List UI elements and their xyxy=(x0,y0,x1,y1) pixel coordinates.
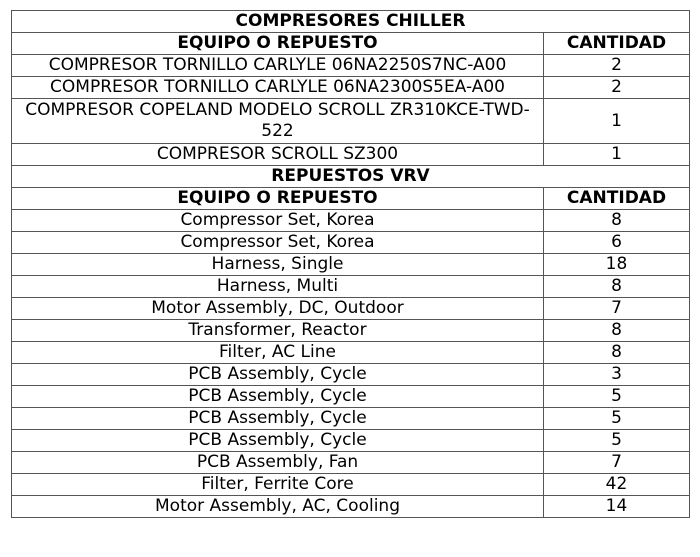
qty-cell: 42 xyxy=(544,474,690,496)
qty-cell: 6 xyxy=(544,232,690,254)
item-cell: Motor Assembly, DC, Outdoor xyxy=(12,298,544,320)
qty-cell: 14 xyxy=(544,496,690,518)
item-cell: PCB Assembly, Fan xyxy=(12,452,544,474)
item-cell: PCB Assembly, Cycle xyxy=(12,386,544,408)
item-cell: Harness, Multi xyxy=(12,276,544,298)
qty-cell: 5 xyxy=(544,408,690,430)
table-row xyxy=(12,496,690,518)
table-row xyxy=(12,55,690,77)
table-row xyxy=(12,364,690,386)
item-cell: Filter, Ferrite Core xyxy=(12,474,544,496)
qty-cell: 3 xyxy=(544,364,690,386)
table-row xyxy=(12,430,690,452)
table-row xyxy=(12,386,690,408)
section-title: REPUESTOS VRV xyxy=(12,166,690,188)
section-title-row xyxy=(12,166,690,188)
item-cell: Motor Assembly, AC, Cooling xyxy=(12,496,544,518)
table-row xyxy=(12,452,690,474)
qty-cell: 8 xyxy=(544,320,690,342)
item-cell: COMPRESOR TORNILLO CARLYLE 06NA2250S7NC-A00 xyxy=(12,55,544,77)
qty-cell: 5 xyxy=(544,386,690,408)
table-row xyxy=(12,408,690,430)
qty-cell: 5 xyxy=(544,430,690,452)
column-header-item: EQUIPO O REPUESTO xyxy=(12,33,544,55)
item-cell: PCB Assembly, Cycle xyxy=(12,408,544,430)
column-header-row xyxy=(12,33,690,55)
item-cell: PCB Assembly, Cycle xyxy=(12,364,544,386)
item-cell: COMPRESOR SCROLL SZ300 xyxy=(12,144,544,166)
column-header-qty: CANTIDAD xyxy=(544,188,690,210)
item-cell: Harness, Single xyxy=(12,254,544,276)
qty-cell: 2 xyxy=(544,77,690,99)
column-header-item: EQUIPO O REPUESTO xyxy=(12,188,544,210)
table-row xyxy=(12,276,690,298)
table-row xyxy=(12,77,690,99)
qty-cell: 18 xyxy=(544,254,690,276)
table-row xyxy=(12,342,690,364)
item-cell: COMPRESOR TORNILLO CARLYLE 06NA2300S5EA-A00 xyxy=(12,77,544,99)
table-row xyxy=(12,99,690,144)
item-cell: PCB Assembly, Cycle xyxy=(12,430,544,452)
table-row xyxy=(12,210,690,232)
item-cell: Compressor Set, Korea xyxy=(12,210,544,232)
section-title-row xyxy=(12,11,690,33)
item-cell: Filter, AC Line xyxy=(12,342,544,364)
item-cell: COMPRESOR COPELAND MODELO SCROLL ZR310KCE-TWD-522 xyxy=(12,99,544,144)
qty-cell: 8 xyxy=(544,210,690,232)
qty-cell: 8 xyxy=(544,276,690,298)
table-row xyxy=(12,232,690,254)
column-header-row xyxy=(12,188,690,210)
qty-cell: 7 xyxy=(544,452,690,474)
column-header-qty: CANTIDAD xyxy=(544,33,690,55)
item-cell: Transformer, Reactor xyxy=(12,320,544,342)
table-row xyxy=(12,254,690,276)
item-cell: Compressor Set, Korea xyxy=(12,232,544,254)
section-title: COMPRESORES CHILLER xyxy=(12,11,690,33)
qty-cell: 1 xyxy=(544,144,690,166)
qty-cell: 1 xyxy=(544,99,690,144)
qty-cell: 2 xyxy=(544,55,690,77)
qty-cell: 7 xyxy=(544,298,690,320)
table-row xyxy=(12,144,690,166)
table-row xyxy=(12,298,690,320)
qty-cell: 8 xyxy=(544,342,690,364)
table-row xyxy=(12,320,690,342)
parts-table xyxy=(11,10,690,518)
table-row xyxy=(12,474,690,496)
